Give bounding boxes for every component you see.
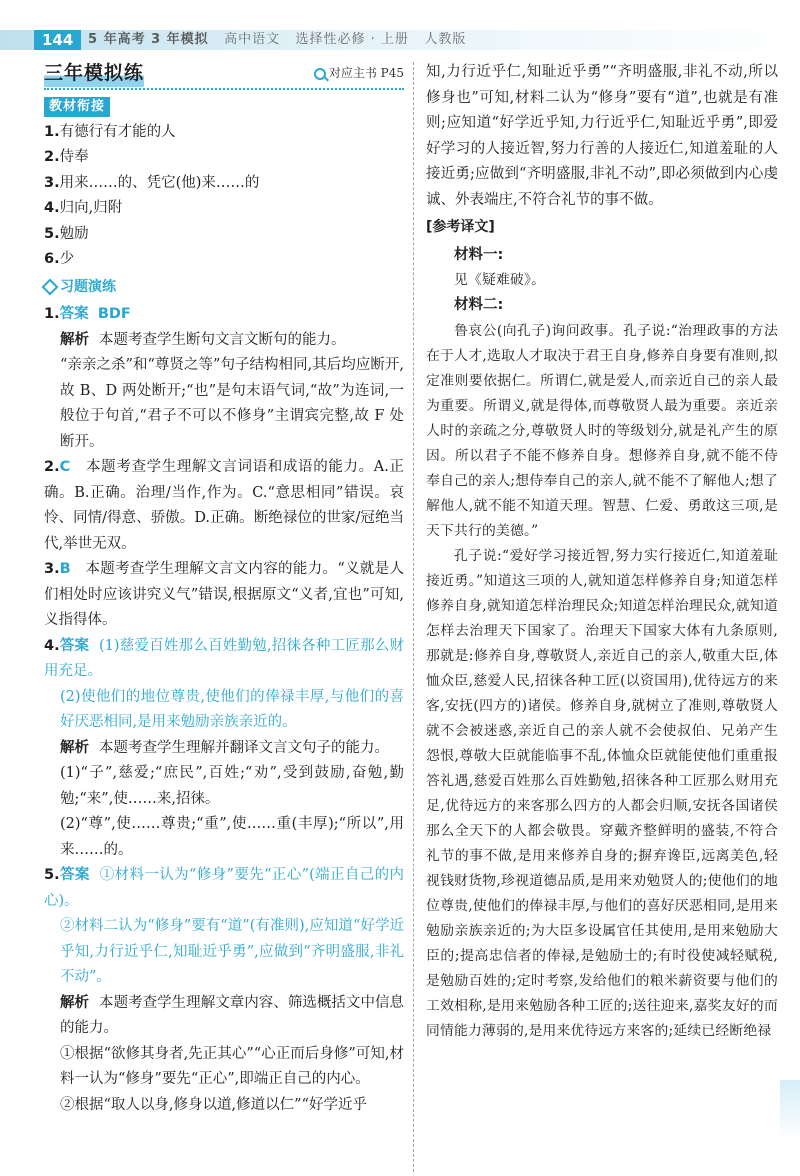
column-divider — [413, 62, 414, 1172]
list-item: 4.归向,归附 — [44, 200, 123, 216]
header-series — [88, 30, 466, 50]
material-2-heading: 材料二: — [454, 297, 504, 313]
diamond-icon — [42, 279, 59, 296]
reference-translation-heading: [参考译文] — [426, 219, 495, 235]
section-title: 三年模拟练 — [44, 61, 144, 87]
list-item: 2.侍奉 — [44, 149, 89, 165]
question-1: 1.答案 BDF 解析 本题考查学生断句文言文断句的能力。 “亲亲之杀”和“尊贤之等”句子结构相同,其后均应断开,故 B、D 两处断开;“也”是句末语气词,“故”为连词,一般位于句首,“君子不可以不修身”主谓宾完整,故 F 处断开。 — [44, 306, 404, 450]
search-icon — [314, 68, 326, 80]
reference-text: 对应主书 P45 — [328, 66, 404, 81]
material-1-heading: 材料一: — [454, 246, 504, 263]
book-title: 选择性必修 · 上册 — [295, 32, 409, 47]
list-item: 1.有德行有才能的人 — [44, 123, 176, 140]
tag-textbook-link: 教材衔接 — [44, 97, 110, 117]
page-number: 144 — [34, 30, 81, 50]
translation-paragraph: 鲁哀公(向孔子)询问政事。孔子说:“治理政事的方法在于人才,选取人才取决于君王自身,修养自身要有准则,拟定准则要依据仁。所谓仁,就是爱人,而亲近自己的亲人最为重要。所谓义,就是得体,而尊敬贤人最为重要。亲近亲人时的亲疏之分,尊敬贤人时的等级划分,就是礼产生的原因。所以君子不能不修养自身。想修养自身,就不能不侍奉自己的亲人;想侍奉自己的亲人,就不能不了解他人;想了解他人,就不能不知道天理。智慧、仁爱、勇敢这三项,是天下共行的美德。” — [426, 322, 778, 539]
list-item: 3.用来……的、凭它(他)来……的 — [44, 174, 260, 191]
exercise-subheading: 习题演练 — [44, 275, 404, 301]
series-title: 5 年高考 3 年模拟 — [88, 32, 209, 47]
list-item: 6.少 — [44, 251, 75, 267]
edition: 人教版 — [424, 32, 467, 47]
list-item: 5.勉励 — [44, 225, 89, 242]
question-3: 3.B 本题考查学生理解文言文内容的能力。“义就是人们相处时应该讲究义气”错误,根据原文“义者,宜也”可知,义指得体。 — [44, 561, 404, 628]
section-header — [44, 60, 404, 90]
analysis-continued: 知,力行近乎仁,知耻近乎勇”“齐明盛服,非礼不动,所以修身也”可知,材料二认为“修身”要有“道”,也就是有准则;应知道“好学近乎知,力行近乎仁,知耻近乎勇”,即爱好学习的人接近智,努力行善的人接近仁,知道羞耻的人接近勇;应做到“齐明盛服,非礼不动”,即必须做到内心虔诚、外表端庄,不符合礼节的事不做。 — [426, 64, 778, 208]
right-column — [426, 60, 778, 1044]
material-1-text: 见《疑难破》。 — [454, 272, 546, 288]
page-header — [0, 0, 800, 56]
page-edge-tab — [780, 1080, 800, 1140]
question-4: 4.答案 (1)慈爱百姓那么百姓勤勉,招徕各种工匠那么财用充足。 (2)使他们的地位尊贵,使他们的俸禄丰厚,与他们的喜好厌恶相同,是用来勉励亲族亲近的。 解析 本题考查学生理解并翻译文言文句子的能力。 (1)“子”,慈爱;“庶民”,百姓;“劝”,受到鼓励,奋勉,勤勉;“来”,使……来,招徕。 (2)“尊”,使……尊贵;“重”,使……重(丰厚);“所以”,用来……的。 — [44, 637, 405, 858]
book-reference — [314, 61, 404, 87]
subject: 高中语文 — [224, 32, 281, 47]
left-column — [44, 60, 404, 1118]
vocab-list — [44, 120, 404, 273]
question-5: 5.答案 ①材料一认为“修身”要先“正心”(端正自己的内心)。 ②材料二认为“修身”要有“道”(有准则),应知道“好学近乎知,力行近乎仁,知耻近乎勇”,应做到“齐明盛服,非礼不动”。 解析 本题考查学生理解文章内容、筛选概括文中信息的能力。 ①根据“欲修其身者,先正其心”“心正而后身修”可知,材料一认为“修身”要先“正心”,即端正自己的内心。 ②根据“取人以身,修身以道,修道以仁”“好学近乎 — [44, 867, 405, 1113]
question-2: 2.C 本题考查学生理解文言词语和成语的能力。A.正确。B.正确。治理/当作,作为。C.“意思相同”错误。哀怜、同情/得意、骄傲。D.正确。断绝禄位的世家/冠绝当代,举世无双。 — [44, 459, 404, 552]
translation-paragraph: 孔子说:“爱好学习接近智,努力实行接近仁,知道羞耻接近勇。”知道这三项的人,就知道怎样修养自身;知道怎样修养自身,就知道怎样治理民众;知道怎样治理民众,就知道怎样去治理天下国家了。治理天下国家大体有九条原则,那就是:修养自身,尊敬贤人,亲近自己的亲人,敬重大臣,体恤众臣,慈爱人民,招徕各种工匠(以资国用),优待远方的来客,安抚(四方的)诸侯。修养自身,就树立了准则,尊敬贤人就不会被迷惑,亲近自己的亲人就不会使叔伯、兄弟产生怨恨,尊敬大臣就能临事不乱,体恤众臣就能使他们重重报答礼遇,慈爱百姓那么百姓勤勉,招徕各种工匠那么财用充足,优待远方的来客那么四方的人都会归顺,安抚各国诸侯那么全天下的人都会敬畏。穿戴齐整鲜明的盛装,不符合礼节的事不做,是用来修养自身的;摒弃谗臣,远离美色,轻视钱财货物,珍视道德品质,是用来劝勉贤人的;使他们的地位尊贵,使他们的俸禄丰厚,与他们的喜好厌恶相同,是用来勉励亲族亲近的;为大臣多设属官任其使用,是用来勉励大臣的;提高忠信者的俸禄,是勉励士的;有时役使减轻赋税,是勉励百姓的;定时考察,发给他们的粮米薪资要与他们的工效相称,是用来勉励各种工匠的;送往迎来,嘉奖友好的而同情能力薄弱的,是用来优待远方来客的;延续已经断绝禄 — [426, 547, 778, 1039]
